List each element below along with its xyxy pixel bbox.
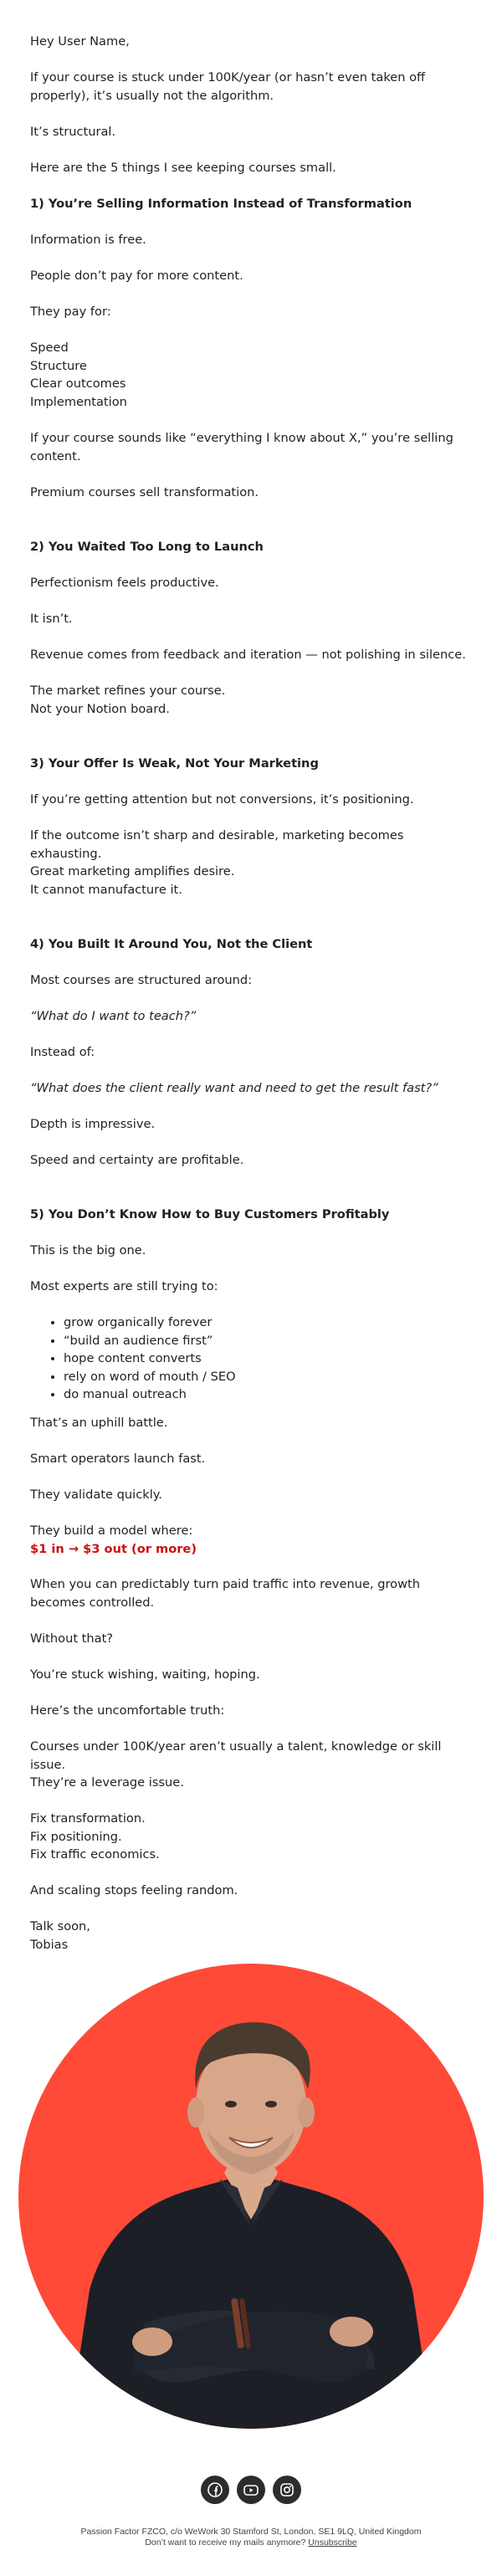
list-item: • “build an audience first”: [64, 1332, 472, 1350]
s5-text: Without that?: [30, 1631, 114, 1646]
s1-list-item: Structure: [30, 358, 87, 373]
s1-list: [30, 339, 472, 411]
s5-text: Smart operators launch fast.: [30, 1452, 206, 1466]
section-4-heading: 4) You Built It Around You, Not the Client: [30, 937, 313, 951]
greeting: Hey User Name,: [30, 34, 130, 49]
fix-line: Fix transformation.: [30, 1811, 146, 1826]
s2-text: Revenue comes from feedback and iteration — not polishing in silence.: [30, 648, 466, 662]
s3-text: If you’re getting attention but not conversions, it’s positioning.: [30, 792, 414, 807]
s2-line: The market refines your course.: [30, 684, 226, 698]
s5-text: That’s an uphill battle.: [30, 1416, 168, 1430]
s1-list-item: Implementation: [30, 394, 127, 409]
list-item: • grow organically forever: [64, 1314, 472, 1332]
footer-optout: [0, 2538, 502, 2548]
s5-text: And scaling stops feeling random.: [30, 1883, 238, 1897]
s4-text: Speed and certainty are profitable.: [30, 1153, 244, 1167]
list-item: • do manual outreach: [64, 1385, 472, 1404]
s5-text: They’re a leverage issue.: [30, 1775, 184, 1790]
section-1-heading: 1) You’re Selling Information Instead of Transformation: [30, 197, 412, 211]
s5-text: You’re stuck wishing, waiting, hoping.: [30, 1667, 260, 1682]
s1-text: People don’t pay for more content.: [30, 269, 243, 283]
author-photo: [18, 1964, 484, 2429]
s2-text: It isn’t.: [30, 612, 73, 626]
s2-text: [30, 682, 472, 718]
s1-list-item: Clear outcomes: [30, 376, 126, 391]
list-item: • rely on word of mouth / SEO: [64, 1368, 472, 1386]
s3-text: [30, 863, 472, 899]
signoff-line: Talk soon,: [30, 1919, 90, 1933]
s5-text: This is the big one.: [30, 1243, 146, 1257]
s5-text: Courses under 100K/year aren’t usually a talent, knowledge or skill issue.: [30, 1739, 442, 1772]
unsubscribe-link[interactable]: Unsubscribe: [308, 2538, 357, 2548]
s4-text: Most courses are structured around:: [30, 973, 253, 987]
fix-line: Fix traffic economics.: [30, 1847, 160, 1862]
s5-text: Here’s the uncomfortable truth:: [30, 1703, 225, 1718]
s3-line: Great marketing amplifies desire.: [30, 864, 235, 878]
instagram-icon[interactable]: [273, 2476, 301, 2504]
s2-text: Perfectionism feels productive.: [30, 576, 219, 590]
s4-text: Depth is impressive.: [30, 1117, 156, 1131]
section-5-heading: 5) You Don’t Know How to Buy Customers Profitably: [30, 1207, 390, 1221]
s5-text: They validate quickly.: [30, 1488, 162, 1502]
s1-list-item: Speed: [30, 341, 69, 355]
fix-list: [30, 1810, 472, 1864]
ratio-highlight: $1 in → $3 out (or more): [30, 1541, 197, 1556]
signoff: [30, 1918, 472, 1954]
s5-text: [30, 1522, 472, 1558]
footer-address: Passion Factor FZCO, c/o WeWork 30 Stamford St, London, SE1 9LQ, United Kingdom: [80, 2527, 422, 2537]
signature-name: Tobias: [30, 1937, 69, 1952]
intro-paragraph: If your course is stuck under 100K/year (or hasn’t even taken off properly), it’s usually not the algorithm.: [30, 70, 426, 103]
s3-text: If the outcome isn’t sharp and desirable, marketing becomes exhausting.: [30, 828, 404, 861]
section-3-heading: 3) Your Offer Is Weak, Not Your Marketing: [30, 756, 319, 771]
list-item: • hope content converts: [64, 1349, 472, 1368]
s1-text: If your course sounds like “everything I know about X,” you’re selling content.: [30, 431, 453, 463]
s2-line: Not your Notion board.: [30, 701, 170, 716]
s1-text: Information is free.: [30, 233, 146, 247]
section-2-heading: 2) You Waited Too Long to Launch: [30, 540, 264, 554]
fix-line: Fix positioning.: [30, 1829, 122, 1844]
youtube-icon[interactable]: [237, 2476, 265, 2504]
s1-text: Premium courses sell transformation.: [30, 485, 259, 499]
intro-five-things: Here are the 5 things I see keeping courses small.: [30, 161, 336, 175]
s1-text: They pay for:: [30, 305, 111, 319]
s4-quote: “What does the client really want and need to get the result fast?”: [30, 1081, 438, 1095]
optout-text: Don’t want to receive my mails anymore?: [145, 2538, 306, 2548]
s4-quote: “What do I want to teach?”: [30, 1009, 197, 1023]
s5-line: They build a model where:: [30, 1524, 193, 1538]
s5-bullet-list: [30, 1314, 472, 1404]
intro-structural: It’s structural.: [30, 125, 116, 139]
person-illustration: [18, 1964, 484, 2429]
s5-text: When you can predictably turn paid traffic into revenue, growth becomes controlled.: [30, 1577, 420, 1610]
s4-text: Instead of:: [30, 1045, 95, 1059]
s3-line: It cannot manufacture it.: [30, 882, 182, 897]
s5-text: Most experts are still trying to:: [30, 1279, 218, 1293]
facebook-icon[interactable]: [201, 2476, 229, 2504]
